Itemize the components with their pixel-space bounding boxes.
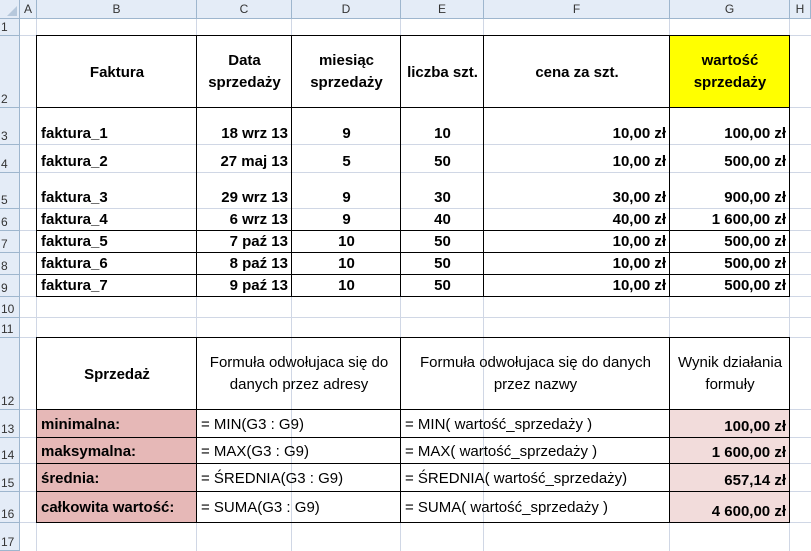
- table1-cell-wartosc[interactable]: 500,00 zł: [724, 233, 786, 250]
- cell-border: [36, 107, 790, 108]
- cell-border: [196, 35, 197, 297]
- table1-cell-wartosc[interactable]: 1 600,00 zł: [711, 211, 786, 228]
- row-header[interactable]: 16: [0, 492, 20, 523]
- table2-cell-label[interactable]: całkowita wartość:: [37, 492, 197, 523]
- table1-header-wartosc[interactable]: wartość sprzedaży: [670, 36, 790, 108]
- table1-cell-data[interactable]: 6 wrz 13: [229, 211, 288, 228]
- table1-cell-liczba[interactable]: 50: [434, 233, 451, 250]
- gridline-horizontal: [20, 317, 811, 318]
- table1-cell-wartosc[interactable]: 100,00 zł: [724, 125, 786, 142]
- cell-border: [291, 35, 292, 297]
- row-header[interactable]: 11: [0, 318, 20, 338]
- row-header[interactable]: 17: [0, 523, 20, 551]
- table2-cell-formula-adresy[interactable]: = MIN(G3 : G9): [201, 415, 304, 433]
- table1-cell-liczba[interactable]: 40: [434, 211, 451, 228]
- table1-cell-faktura[interactable]: faktura_5: [41, 233, 108, 250]
- table1-cell-liczba[interactable]: 50: [434, 153, 451, 170]
- cell-border: [36, 230, 790, 231]
- table2-cell-wynik[interactable]: 657,14 zł: [670, 464, 790, 492]
- table1-cell-miesiac[interactable]: 5: [342, 153, 351, 170]
- table2-cell-formula-adresy[interactable]: = SUMA(G3 : G9): [201, 499, 320, 516]
- cell-border: [669, 35, 670, 297]
- table1-cell-data[interactable]: 8 paź 13: [229, 255, 288, 272]
- table2-cell-wynik[interactable]: 100,00 zł: [670, 410, 790, 438]
- table1-cell-miesiac[interactable]: 10: [338, 233, 355, 250]
- table1-cell-liczba[interactable]: 50: [434, 255, 451, 272]
- table1-header-liczba[interactable]: liczba szt.: [407, 63, 478, 81]
- cell-border: [669, 337, 670, 523]
- table2-cell-label[interactable]: maksymalna:: [37, 438, 197, 464]
- row-header[interactable]: 9: [0, 275, 20, 297]
- cell-border: [36, 491, 790, 492]
- cell-border: [196, 337, 197, 523]
- cell-border: [36, 35, 37, 297]
- cell-border: [36, 522, 790, 523]
- table1-header-cena[interactable]: cena za szt.: [535, 63, 619, 81]
- row-header[interactable]: 14: [0, 438, 20, 464]
- table1-cell-faktura[interactable]: faktura_7: [41, 277, 108, 294]
- table2-cell-label[interactable]: średnia:: [37, 464, 197, 492]
- cell-border: [36, 409, 790, 410]
- table2-cell-formula-adresy[interactable]: = MAX(G3 : G9): [201, 442, 309, 460]
- cell-border: [36, 337, 790, 338]
- table1-cell-data[interactable]: 29 wrz 13: [221, 189, 288, 206]
- table1-cell-cena[interactable]: 10,00 zł: [612, 233, 666, 250]
- table1-cell-miesiac[interactable]: 9: [342, 211, 351, 228]
- row-header[interactable]: 6: [0, 209, 20, 231]
- row-header[interactable]: 2: [0, 36, 20, 108]
- cell-border: [36, 296, 790, 297]
- table1-cell-wartosc[interactable]: 500,00 zł: [724, 255, 786, 272]
- row-header[interactable]: 13: [0, 410, 20, 438]
- table2-cell-wynik[interactable]: 1 600,00 zł: [670, 438, 790, 464]
- column-header[interactable]: E: [401, 0, 484, 19]
- table2-cell-label[interactable]: minimalna:: [37, 410, 197, 438]
- column-header[interactable]: A: [20, 0, 37, 19]
- table1-cell-wartosc[interactable]: 900,00 zł: [724, 189, 786, 206]
- table2-header-adresy[interactable]: Formuła odwołujaca się do danych przez adresy: [209, 354, 389, 393]
- table1-cell-cena[interactable]: 10,00 zł: [612, 255, 666, 272]
- table1-cell-faktura[interactable]: faktura_1: [41, 125, 108, 142]
- column-header[interactable]: H: [790, 0, 811, 19]
- cell-border: [400, 337, 401, 523]
- table2-cell-wynik[interactable]: 4 600,00 zł: [670, 492, 790, 523]
- table1-cell-cena[interactable]: 30,00 zł: [612, 189, 666, 206]
- table1-cell-cena[interactable]: 10,00 zł: [612, 153, 666, 170]
- table2-header-nazwy[interactable]: Formuła odwołujaca się do danych przez nazwy: [420, 354, 651, 393]
- table2-header-wynik[interactable]: Wynik działania formuły: [677, 354, 783, 393]
- table1-cell-miesiac[interactable]: 10: [338, 277, 355, 294]
- row-header[interactable]: 7: [0, 231, 20, 253]
- row-header[interactable]: 5: [0, 173, 20, 209]
- select-all-corner[interactable]: [0, 0, 20, 19]
- row-header[interactable]: 10: [0, 297, 20, 318]
- table1-header-data[interactable]: Data sprzedaży: [208, 52, 281, 91]
- column-header[interactable]: D: [292, 0, 401, 19]
- row-header[interactable]: 1: [0, 19, 20, 36]
- table1-cell-data[interactable]: 9 paź 13: [229, 277, 288, 294]
- cell-border: [400, 35, 401, 297]
- table1-cell-faktura[interactable]: faktura_2: [41, 153, 108, 170]
- cell-border: [36, 463, 790, 464]
- row-header[interactable]: 8: [0, 253, 20, 275]
- cell-border: [483, 35, 484, 297]
- table1-cell-miesiac[interactable]: 10: [338, 255, 355, 272]
- table1-cell-miesiac[interactable]: 9: [342, 189, 351, 206]
- table1-cell-cena[interactable]: 10,00 zł: [612, 277, 666, 294]
- table1-header-miesiac[interactable]: miesiąc sprzedaży: [310, 52, 383, 91]
- column-header[interactable]: C: [197, 0, 292, 19]
- table1-cell-wartosc[interactable]: 500,00 zł: [724, 153, 786, 170]
- table1-cell-cena[interactable]: 10,00 zł: [612, 125, 666, 142]
- table1-cell-faktura[interactable]: faktura_4: [41, 211, 108, 228]
- row-header[interactable]: 15: [0, 464, 20, 492]
- table2-cell-formula-nazwy[interactable]: = SUMA( wartość_sprzedaży ): [405, 499, 608, 516]
- table1-cell-faktura[interactable]: faktura_3: [41, 189, 108, 206]
- column-header[interactable]: G: [670, 0, 790, 19]
- row-header[interactable]: 3: [0, 108, 20, 145]
- table2-cell-formula-nazwy[interactable]: = MAX( wartość_sprzedaży ): [405, 442, 598, 460]
- table2-header-sprzedaz[interactable]: Sprzedaż: [84, 365, 150, 383]
- cell-border: [36, 437, 790, 438]
- table2-cell-formula-nazwy[interactable]: = MIN( wartość_sprzedaży ): [405, 415, 593, 433]
- table1-cell-cena[interactable]: 40,00 zł: [612, 211, 666, 228]
- table1-cell-liczba[interactable]: 10: [434, 125, 451, 142]
- table1-cell-data[interactable]: 18 wrz 13: [221, 125, 288, 142]
- column-header[interactable]: B: [37, 0, 197, 19]
- cell-border: [789, 337, 790, 523]
- table1-cell-liczba[interactable]: 50: [434, 277, 451, 294]
- table1-cell-data[interactable]: 27 maj 13: [220, 153, 288, 170]
- cell-border: [789, 35, 790, 297]
- column-header[interactable]: F: [484, 0, 670, 19]
- table1-header-faktura[interactable]: Faktura: [89, 63, 145, 81]
- cell-border: [36, 252, 790, 253]
- table1-cell-wartosc[interactable]: 500,00 zł: [724, 277, 786, 294]
- table1-cell-data[interactable]: 7 paź 13: [229, 233, 288, 250]
- table1-cell-liczba[interactable]: 30: [434, 189, 451, 206]
- cell-border: [36, 35, 790, 36]
- cell-border: [36, 274, 790, 275]
- table1-cell-faktura[interactable]: faktura_6: [41, 255, 108, 272]
- cell-border: [36, 337, 37, 523]
- table1-cell-miesiac[interactable]: 9: [342, 125, 351, 142]
- table2-cell-formula-nazwy[interactable]: = ŚREDNIA( wartość_sprzedaży): [405, 469, 628, 487]
- table2-cell-formula-adresy[interactable]: = ŚREDNIA(G3 : G9): [201, 469, 344, 487]
- row-header[interactable]: 4: [0, 145, 20, 173]
- row-header[interactable]: 12: [0, 338, 20, 410]
